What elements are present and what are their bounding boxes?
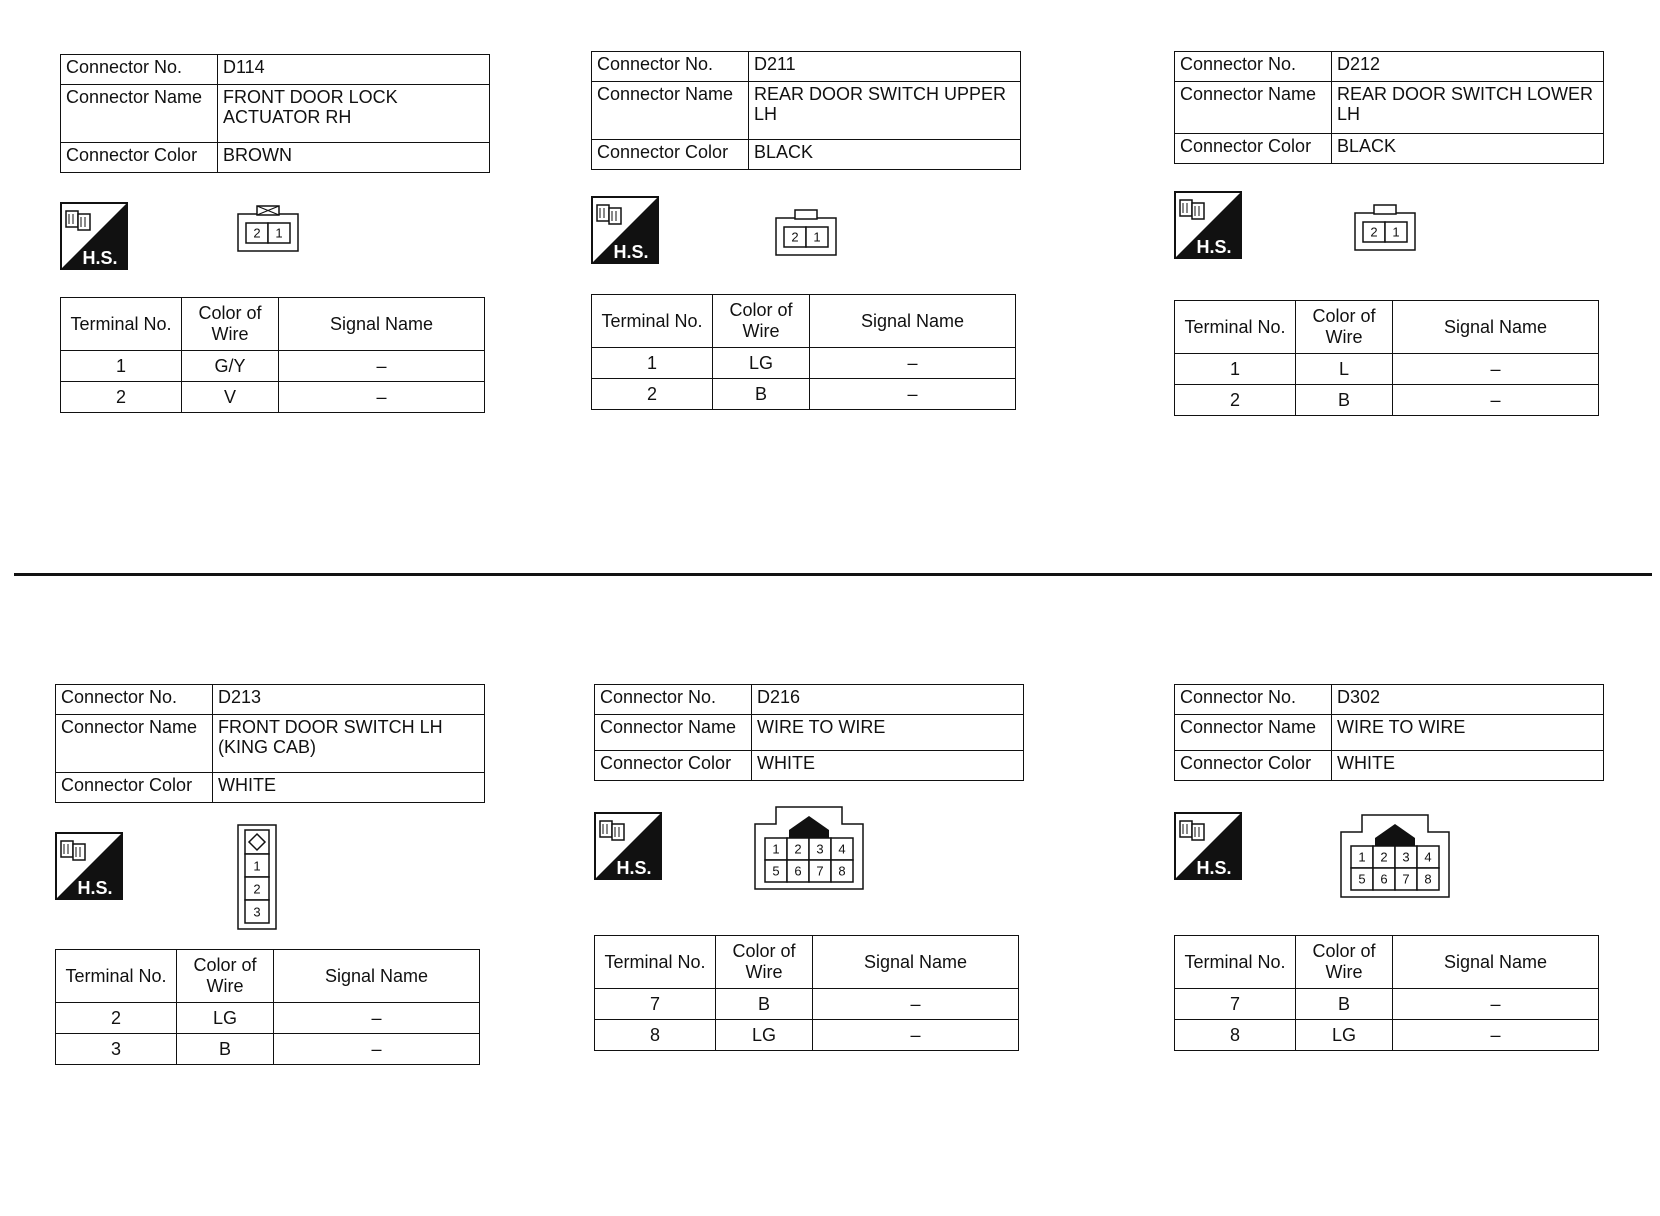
terminal-no-header: Terminal No. xyxy=(1175,936,1296,989)
terminal-no-cell: 3 xyxy=(56,1034,177,1065)
connector-color-value: BLACK xyxy=(1332,134,1604,164)
terminal-no-cell: 1 xyxy=(1175,354,1296,385)
wire-color-cell: B xyxy=(1296,385,1393,416)
terminal-no-cell: 2 xyxy=(1175,385,1296,416)
connector-no-row xyxy=(1175,685,1604,715)
wire-color-header: Color of Wire xyxy=(713,295,810,348)
connector-color-row xyxy=(592,140,1021,170)
connector-name-label: Connector Name xyxy=(595,715,752,751)
connector-no-value: D211 xyxy=(749,52,1021,82)
harness-side-icon xyxy=(594,812,662,880)
connector-no-label: Connector No. xyxy=(61,55,218,85)
signal-name-cell: – xyxy=(810,379,1016,410)
pin-number: 8 xyxy=(838,863,846,879)
signal-name-cell: – xyxy=(279,351,485,382)
connector-face-diagram xyxy=(1354,201,1416,251)
pin-number: 5 xyxy=(1358,871,1366,887)
pin-number: 1 xyxy=(1392,224,1400,240)
wire-color-header: Color of Wire xyxy=(177,950,274,1003)
connector-no-label: Connector No. xyxy=(595,685,752,715)
signal-name-cell: – xyxy=(274,1034,480,1065)
signal-name-cell: – xyxy=(813,1020,1019,1051)
connector-color-value: BROWN xyxy=(218,143,490,173)
terminal-no-cell: 1 xyxy=(61,351,182,382)
connector-no-label: Connector No. xyxy=(1175,52,1332,82)
connector-glyph-icon xyxy=(66,211,90,230)
connector-no-value: D213 xyxy=(213,685,485,715)
connector-no-row xyxy=(592,52,1021,82)
signal-name-cell: – xyxy=(1393,989,1599,1020)
terminal-no-cell: 8 xyxy=(1175,1020,1296,1051)
connector-name-value: REAR DOOR SWITCH UPPER LH xyxy=(749,82,1021,140)
pin-number: 7 xyxy=(816,863,824,879)
terminal-no-header: Terminal No. xyxy=(61,298,182,351)
terminal-row xyxy=(1175,989,1599,1020)
hs-label: H.S. xyxy=(613,242,649,262)
connector-no-value: D212 xyxy=(1332,52,1604,82)
connector-info-table xyxy=(1174,51,1604,164)
pin-number: 2 xyxy=(791,229,799,245)
connector-no-label: Connector No. xyxy=(592,52,749,82)
connector-info-table xyxy=(60,54,490,173)
terminal-table xyxy=(591,294,1016,410)
wire-color-header: Color of Wire xyxy=(716,936,813,989)
connector-no-row xyxy=(595,685,1024,715)
pin-number: 1 xyxy=(1358,849,1366,865)
signal-name-cell: – xyxy=(274,1003,480,1034)
connector-color-value: BLACK xyxy=(749,140,1021,170)
pin-number: 4 xyxy=(838,841,846,857)
terminal-row xyxy=(1175,385,1599,416)
connector-name-label: Connector Name xyxy=(56,715,213,773)
signal-name-cell: – xyxy=(1393,1020,1599,1051)
connector-name-value: WIRE TO WIRE xyxy=(1332,715,1604,751)
wire-color-cell: G/Y xyxy=(182,351,279,382)
hs-label: H.S. xyxy=(616,858,652,878)
connector-face-diagram xyxy=(754,806,864,890)
connector-no-value: D302 xyxy=(1332,685,1604,715)
terminal-header-row xyxy=(1175,301,1599,354)
connector-info-table xyxy=(55,684,485,803)
pin-number: 3 xyxy=(816,841,824,857)
connector-block-d212 xyxy=(1174,51,1604,451)
terminal-row xyxy=(595,989,1019,1020)
signal-name-header: Signal Name xyxy=(813,936,1019,989)
pin-number: 2 xyxy=(794,841,802,857)
signal-name-cell: – xyxy=(810,348,1016,379)
pin-number: 4 xyxy=(1424,849,1432,865)
pin-number: 5 xyxy=(772,863,780,879)
pin-number: 2 xyxy=(253,881,261,897)
signal-name-header: Signal Name xyxy=(810,295,1016,348)
pin-number: 3 xyxy=(253,904,261,920)
connector-color-row xyxy=(595,751,1024,781)
terminal-row xyxy=(56,1034,480,1065)
connector-block-d302 xyxy=(1174,684,1604,1084)
terminal-table xyxy=(594,935,1019,1051)
wire-color-cell: LG xyxy=(1296,1020,1393,1051)
terminal-no-cell: 2 xyxy=(592,379,713,410)
connector-name-value: WIRE TO WIRE xyxy=(752,715,1024,751)
wire-color-cell: LG xyxy=(716,1020,813,1051)
terminal-row xyxy=(56,1003,480,1034)
connector-name-row xyxy=(595,715,1024,751)
terminal-table xyxy=(60,297,485,413)
connector-info-table xyxy=(1174,684,1604,781)
terminal-no-cell: 1 xyxy=(592,348,713,379)
wire-color-cell: LG xyxy=(177,1003,274,1034)
hs-label: H.S. xyxy=(1196,858,1232,878)
connector-glyph-icon xyxy=(61,841,85,860)
terminal-row xyxy=(592,348,1016,379)
connector-face-diagram xyxy=(1340,814,1450,898)
pin-number: 1 xyxy=(253,858,261,874)
wire-color-cell: B xyxy=(177,1034,274,1065)
wire-color-cell: B xyxy=(1296,989,1393,1020)
harness-side-icon xyxy=(55,832,123,900)
connector-face-diagram xyxy=(237,202,299,252)
terminal-no-header: Terminal No. xyxy=(56,950,177,1003)
connector-name-label: Connector Name xyxy=(1175,715,1332,751)
harness-side-icon xyxy=(60,202,128,270)
signal-name-header: Signal Name xyxy=(1393,301,1599,354)
connector-name-label: Connector Name xyxy=(61,85,218,143)
wire-color-cell: B xyxy=(713,379,810,410)
connector-no-value: D216 xyxy=(752,685,1024,715)
section-divider xyxy=(14,573,1652,576)
signal-name-cell: – xyxy=(1393,385,1599,416)
terminal-table xyxy=(1174,300,1599,416)
connector-name-label: Connector Name xyxy=(1175,82,1332,134)
connector-no-value: D114 xyxy=(218,55,490,85)
connector-no-label: Connector No. xyxy=(56,685,213,715)
connector-name-value: FRONT DOOR LOCK ACTUATOR RH xyxy=(218,85,490,143)
signal-name-cell: – xyxy=(1393,354,1599,385)
connector-face-diagram xyxy=(775,206,837,256)
signal-name-header: Signal Name xyxy=(279,298,485,351)
connector-color-label: Connector Color xyxy=(595,751,752,781)
terminal-no-cell: 7 xyxy=(595,989,716,1020)
wire-color-cell: B xyxy=(716,989,813,1020)
connector-color-value: WHITE xyxy=(1332,751,1604,781)
signal-name-header: Signal Name xyxy=(274,950,480,1003)
hs-label: H.S. xyxy=(82,248,118,268)
connector-no-row xyxy=(1175,52,1604,82)
harness-side-icon xyxy=(591,196,659,264)
connector-no-row xyxy=(56,685,485,715)
connector-glyph-icon xyxy=(1180,200,1204,219)
wire-color-cell: LG xyxy=(713,348,810,379)
connector-name-value: FRONT DOOR SWITCH LH (KING CAB) xyxy=(213,715,485,773)
pin-number: 6 xyxy=(794,863,802,879)
connector-color-value: WHITE xyxy=(213,773,485,803)
connector-color-label: Connector Color xyxy=(56,773,213,803)
connector-block-d114 xyxy=(60,54,490,454)
pin-number: 8 xyxy=(1424,871,1432,887)
wire-color-header: Color of Wire xyxy=(182,298,279,351)
pin-number: 1 xyxy=(275,225,283,241)
hs-label: H.S. xyxy=(77,878,113,898)
pin-number: 1 xyxy=(772,841,780,857)
terminal-row xyxy=(592,379,1016,410)
terminal-header-row xyxy=(592,295,1016,348)
terminal-table xyxy=(55,949,480,1065)
pin-number: 2 xyxy=(1380,849,1388,865)
harness-side-icon xyxy=(1174,191,1242,259)
terminal-no-cell: 2 xyxy=(61,382,182,413)
terminal-header-row xyxy=(1175,936,1599,989)
connector-glyph-icon xyxy=(597,205,621,224)
connector-name-row xyxy=(61,85,490,143)
terminal-row xyxy=(61,351,485,382)
connector-block-d216 xyxy=(594,684,1024,1084)
pin-number: 6 xyxy=(1380,871,1388,887)
connector-color-label: Connector Color xyxy=(1175,134,1332,164)
terminal-table xyxy=(1174,935,1599,1051)
connector-glyph-icon xyxy=(1180,821,1204,840)
signal-name-header: Signal Name xyxy=(1393,936,1599,989)
hs-label: H.S. xyxy=(1196,237,1232,257)
terminal-row xyxy=(61,382,485,413)
connector-color-label: Connector Color xyxy=(1175,751,1332,781)
wire-color-cell: L xyxy=(1296,354,1393,385)
connector-color-row xyxy=(1175,751,1604,781)
connector-face-diagram xyxy=(237,824,277,930)
connector-block-d213 xyxy=(55,684,485,1084)
connector-color-label: Connector Color xyxy=(592,140,749,170)
terminal-no-cell: 8 xyxy=(595,1020,716,1051)
pin-number: 7 xyxy=(1402,871,1410,887)
terminal-header-row xyxy=(56,950,480,1003)
wire-color-header: Color of Wire xyxy=(1296,301,1393,354)
connector-color-row xyxy=(61,143,490,173)
connector-glyph-icon xyxy=(600,821,624,840)
terminal-no-header: Terminal No. xyxy=(592,295,713,348)
signal-name-cell: – xyxy=(813,989,1019,1020)
wire-color-cell: V xyxy=(182,382,279,413)
connector-name-row xyxy=(1175,715,1604,751)
terminal-row xyxy=(595,1020,1019,1051)
connector-no-row xyxy=(61,55,490,85)
connector-color-label: Connector Color xyxy=(61,143,218,173)
connector-name-label: Connector Name xyxy=(592,82,749,140)
connector-color-value: WHITE xyxy=(752,751,1024,781)
connector-name-value: REAR DOOR SWITCH LOWER LH xyxy=(1332,82,1604,134)
wire-color-header: Color of Wire xyxy=(1296,936,1393,989)
connector-no-label: Connector No. xyxy=(1175,685,1332,715)
connector-info-table xyxy=(594,684,1024,781)
terminal-row xyxy=(1175,354,1599,385)
terminal-no-header: Terminal No. xyxy=(1175,301,1296,354)
connector-name-row xyxy=(1175,82,1604,134)
pin-number: 3 xyxy=(1402,849,1410,865)
connector-color-row xyxy=(1175,134,1604,164)
connector-block-d211 xyxy=(591,51,1021,451)
terminal-no-cell: 2 xyxy=(56,1003,177,1034)
connector-name-row xyxy=(592,82,1021,140)
terminal-header-row xyxy=(595,936,1019,989)
terminal-row xyxy=(1175,1020,1599,1051)
pin-number: 2 xyxy=(253,225,261,241)
terminal-no-cell: 7 xyxy=(1175,989,1296,1020)
connector-color-row xyxy=(56,773,485,803)
terminal-header-row xyxy=(61,298,485,351)
harness-side-icon xyxy=(1174,812,1242,880)
pin-number: 1 xyxy=(813,229,821,245)
pin-number: 2 xyxy=(1370,224,1378,240)
signal-name-cell: – xyxy=(279,382,485,413)
connector-info-table xyxy=(591,51,1021,170)
terminal-no-header: Terminal No. xyxy=(595,936,716,989)
connector-name-row xyxy=(56,715,485,773)
